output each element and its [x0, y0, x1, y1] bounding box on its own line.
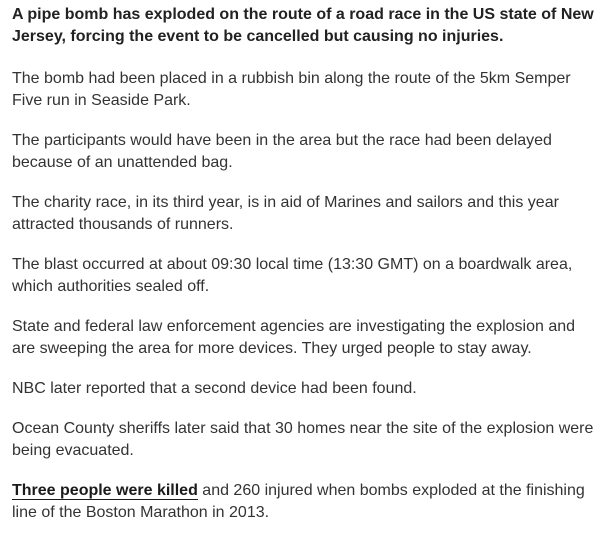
article-paragraph: State and federal law enforcement agencies are investigating the explosion and are sweeping the area for more devices. They urged people to stay away.	[12, 318, 576, 357]
article-paragraph: NBC later reported that a second device had been found.	[12, 380, 417, 397]
article-paragraph-last	[12, 480, 595, 524]
article-intro: A pipe bomb has exploded on the route of a road race in the US state of New Jersey, forcing the event to be cancelled but causing no injuries.	[12, 6, 594, 45]
article-paragraph: Ocean County sheriffs later said that 30 homes near the site of the explosion were being evacuated.	[12, 420, 594, 459]
boston-marathon-link[interactable]: Three people were killed	[12, 482, 198, 499]
article-paragraph: The blast occurred at about 09:30 local time (13:30 GMT) on a boardwalk area, which authorities sealed off.	[12, 256, 573, 295]
article-paragraph: The participants would have been in the area but the race had been delayed because of an unattended bag.	[12, 132, 552, 171]
article-paragraph: The bomb had been placed in a rubbish bin along the route of the 5km Semper Five run in Seaside Park.	[12, 70, 571, 109]
article-paragraph: The charity race, in its third year, is in aid of Marines and sailors and this year attracted thousands of runners.	[12, 194, 559, 233]
article-paragraph-last-text: and 260 injured when bombs exploded at the finishing line of the Boston Marathon in 2013.	[12, 482, 585, 521]
